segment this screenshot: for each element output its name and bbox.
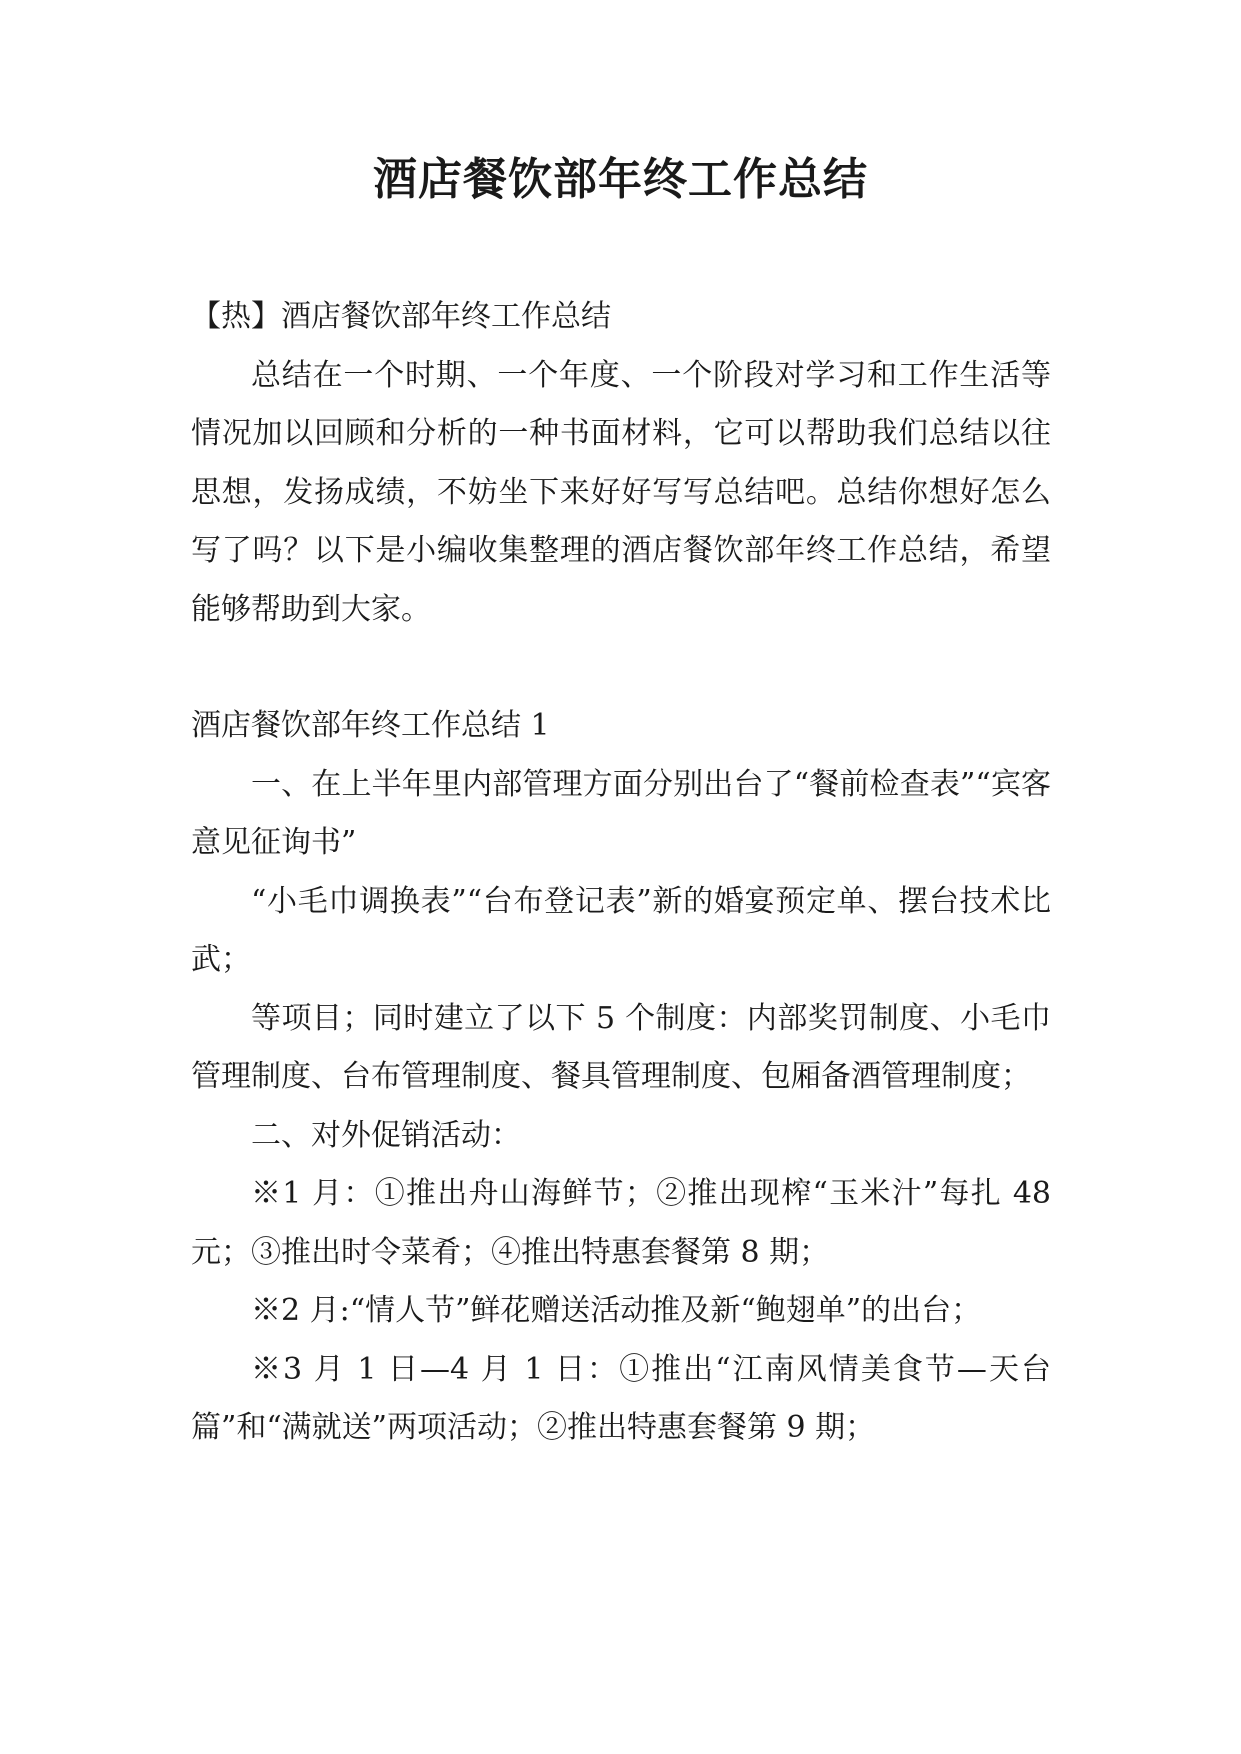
body-paragraph: “小毛巾调换表”“台布登记表”新的婚宴预定单、摆台技术比武； — [191, 883, 1051, 977]
document-subtitle: 【热】酒店餐饮部年终工作总结 — [191, 299, 611, 334]
document-body — [191, 288, 1051, 1458]
section-heading: 酒店餐饮部年终工作总结 1 — [191, 708, 550, 743]
intro-paragraph: 总结在一个时期、一个年度、一个阶段对学习和工作生活等情况加以回顾和分析的一种书面材料，它可以帮助我们总结以往思想，发扬成绩，不妨坐下来好好写写总结吧。总结你想好怎么写了吗？以下是小编收集整理的酒店餐饮部年终工作总结，希望能够帮助到大家。 — [191, 357, 1051, 627]
document-title: 酒店餐饮部年终工作总结 — [373, 154, 868, 205]
body-paragraph: ※2 月:“情人节”鲜花赠送活动推及新“鲍翅单”的出台； — [251, 1293, 982, 1328]
body-paragraph: ※1 月：①推出舟山海鲜节；②推出现榨“玉米汁”每扎 48 元；③推出时令菜肴；④推出特惠套餐第 8 期； — [191, 1176, 1051, 1270]
paragraph-spacer — [191, 639, 1051, 697]
body-paragraph: 二、对外促销活动： — [251, 1117, 521, 1153]
body-paragraph: 一、在上半年里内部管理方面分别出台了“餐前检查表”“宾客意见征询书” — [191, 766, 1051, 860]
body-paragraph: 等项目；同时建立了以下 5 个制度：内部奖罚制度、小毛巾管理制度、台布管理制度、餐具管理制度、包厢备酒管理制度； — [191, 1000, 1051, 1094]
body-paragraph: ※3 月 1 日—4 月 1 日：①推出“江南风情美食节—天台篇”和“满就送”两项活动；②推出特惠套餐第 9 期； — [191, 1351, 1051, 1445]
